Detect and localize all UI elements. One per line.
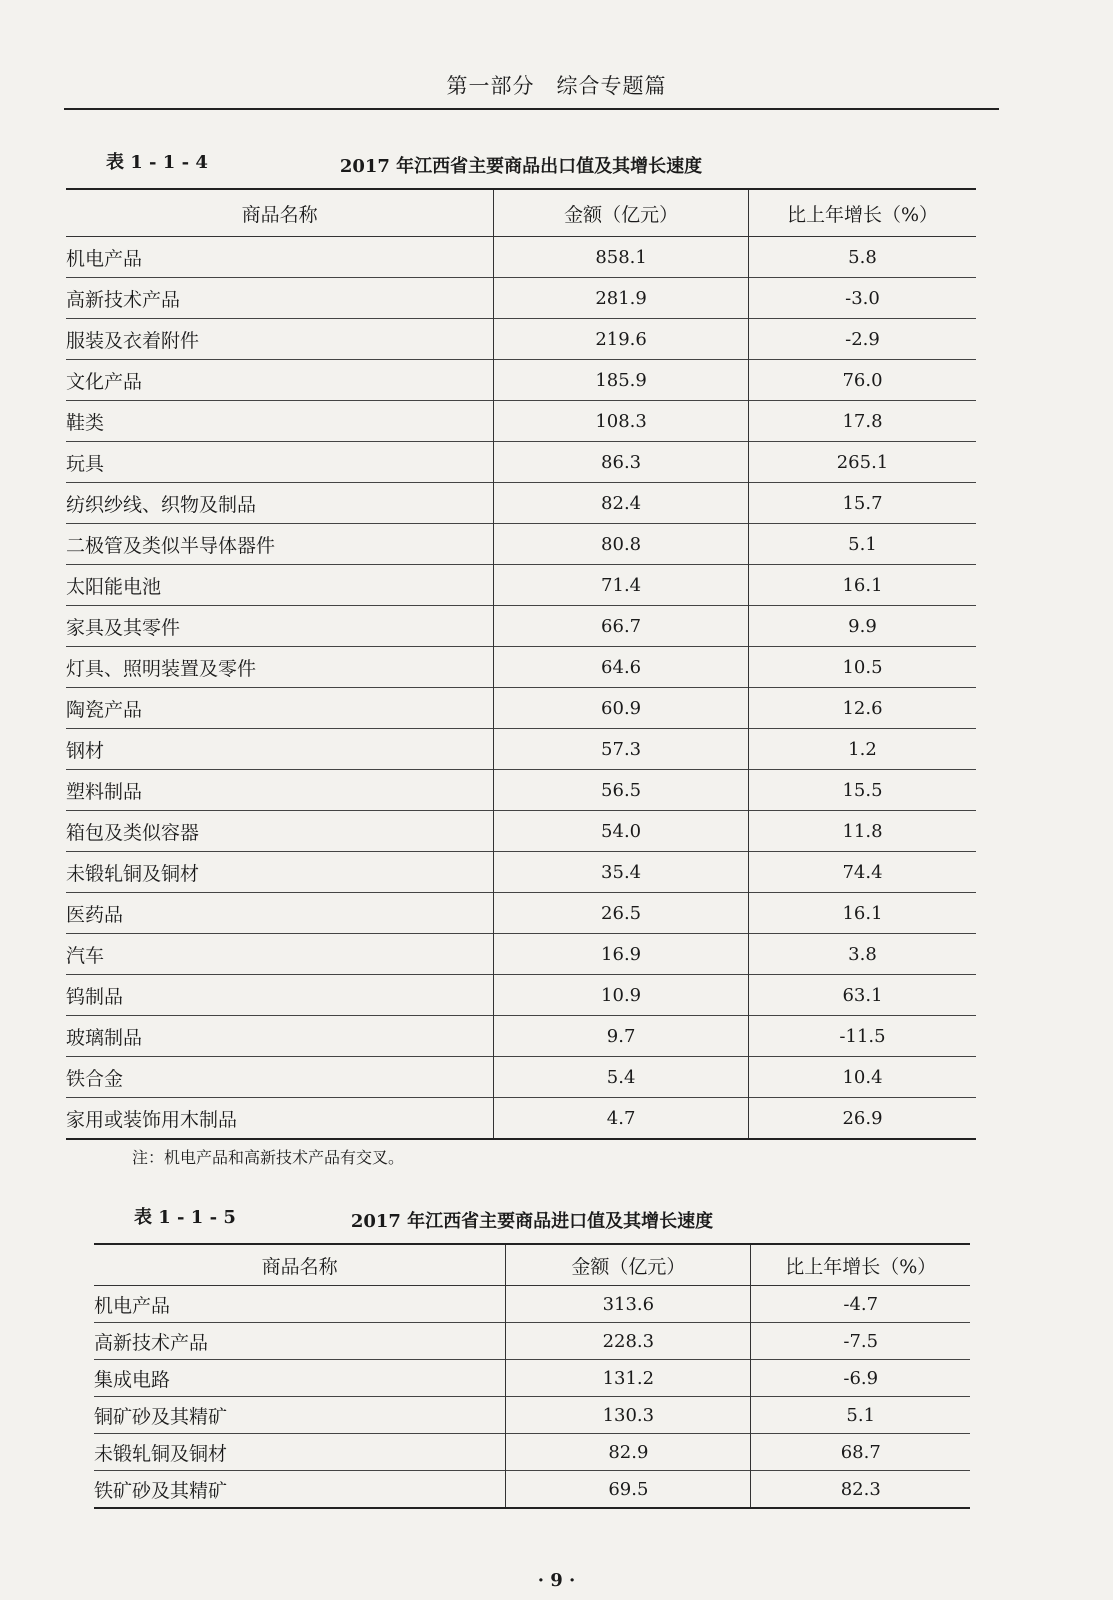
cell-amount: 26.5 [494,893,749,934]
cell-name: 箱包及类似容器 [66,811,494,852]
cell-amount: 82.4 [494,483,749,524]
cell-name: 纺织纱线、织物及制品 [66,483,494,524]
cell-name: 服装及衣着附件 [66,319,494,360]
export-table-title: 2017 年江西省主要商品出口值及其增长速度 [339,156,703,177]
cell-growth: 265.1 [748,442,976,483]
cell-amount: 71.4 [494,565,749,606]
cell-amount: 219.6 [494,319,749,360]
table-row [66,319,976,360]
cell-growth: 12.6 [748,688,976,729]
cell-name: 集成电路 [94,1360,506,1397]
table-row [94,1397,970,1434]
col-header-growth: 比上年增长（%） [751,1244,970,1286]
cell-amount: 86.3 [494,442,749,483]
running-head: 第一部分 综合专题篇 [446,74,667,98]
col-header-amount: 金额（亿元） [506,1244,751,1286]
cell-name: 钨制品 [66,975,494,1016]
cell-amount: 228.3 [506,1323,751,1360]
cell-amount: 10.9 [494,975,749,1016]
col-header-growth: 比上年增长（%） [748,189,976,237]
cell-growth: 15.7 [748,483,976,524]
table-row [94,1323,970,1360]
cell-name: 铜矿砂及其精矿 [94,1397,506,1434]
cell-name: 铁矿砂及其精矿 [94,1471,506,1509]
export-table-block [66,148,976,1140]
cell-amount: 56.5 [494,770,749,811]
table-row [66,688,976,729]
cell-amount: 54.0 [494,811,749,852]
cell-amount: 130.3 [506,1397,751,1434]
cell-name: 玻璃制品 [66,1016,494,1057]
cell-name: 鞋类 [66,401,494,442]
table-row [66,483,976,524]
cell-growth: 9.9 [748,606,976,647]
cell-growth: -4.7 [751,1286,970,1323]
table-row [66,442,976,483]
cell-name: 灯具、照明装置及零件 [66,647,494,688]
table-row [66,770,976,811]
col-header-name: 商品名称 [94,1244,506,1286]
import-table-header-row [94,1244,970,1286]
export-table-body [66,237,976,1140]
cell-growth: -6.9 [751,1360,970,1397]
cell-growth: 76.0 [748,360,976,401]
table-row [66,401,976,442]
table-row [94,1471,970,1509]
cell-growth: -7.5 [751,1323,970,1360]
import-table-title: 2017 年江西省主要商品进口值及其增长速度 [350,1211,714,1232]
cell-amount: 64.6 [494,647,749,688]
cell-name: 家用或装饰用木制品 [66,1098,494,1140]
import-table-block [94,1203,970,1509]
cell-growth: 15.5 [748,770,976,811]
export-table-number: 表 1 - 1 - 4 [106,152,208,173]
cell-name: 陶瓷产品 [66,688,494,729]
cell-growth: -11.5 [748,1016,976,1057]
cell-growth: 5.1 [748,524,976,565]
cell-growth: 17.8 [748,401,976,442]
cell-growth: 68.7 [751,1434,970,1471]
import-table-number: 表 1 - 1 - 5 [134,1207,236,1228]
page-number: · 9 · [537,1570,576,1591]
table-row [66,565,976,606]
cell-amount: 281.9 [494,278,749,319]
table-row [66,729,976,770]
cell-growth: 5.1 [751,1397,970,1434]
table-row [66,1016,976,1057]
table-row [94,1360,970,1397]
cell-growth: 10.4 [748,1057,976,1098]
cell-growth: 5.8 [748,237,976,278]
table-note: 注：机电产品和高新技术产品有交叉。 [132,1148,405,1167]
table-row [66,524,976,565]
cell-name: 太阳能电池 [66,565,494,606]
cell-amount: 80.8 [494,524,749,565]
cell-name: 塑料制品 [66,770,494,811]
cell-amount: 57.3 [494,729,749,770]
cell-amount: 185.9 [494,360,749,401]
table-row [66,934,976,975]
cell-amount: 35.4 [494,852,749,893]
cell-name: 家具及其零件 [66,606,494,647]
cell-growth: 16.1 [748,893,976,934]
cell-name: 玩具 [66,442,494,483]
cell-amount: 4.7 [494,1098,749,1140]
cell-name: 机电产品 [94,1286,506,1323]
cell-amount: 60.9 [494,688,749,729]
cell-amount: 313.6 [506,1286,751,1323]
table-row [66,237,976,278]
cell-growth: 10.5 [748,647,976,688]
cell-name: 文化产品 [66,360,494,401]
cell-growth: 26.9 [748,1098,976,1140]
table-row [66,975,976,1016]
cell-name: 高新技术产品 [94,1323,506,1360]
col-header-amount: 金额（亿元） [494,189,749,237]
table-row [66,811,976,852]
table-row [66,278,976,319]
header-rule [64,108,999,110]
cell-name: 医药品 [66,893,494,934]
cell-amount: 5.4 [494,1057,749,1098]
cell-growth: 1.2 [748,729,976,770]
cell-name: 铁合金 [66,1057,494,1098]
cell-name: 钢材 [66,729,494,770]
import-table-body [94,1286,970,1509]
import-table [94,1243,970,1509]
cell-name: 未锻轧铜及铜材 [94,1434,506,1471]
export-table-header-row [66,189,976,237]
table-row [66,647,976,688]
import-table-heading [94,1203,970,1243]
table-row [66,852,976,893]
table-row [66,360,976,401]
table-row [94,1286,970,1323]
cell-amount: 131.2 [506,1360,751,1397]
export-table-heading [66,148,976,188]
table-row [66,606,976,647]
cell-name: 汽车 [66,934,494,975]
cell-growth: 74.4 [748,852,976,893]
cell-growth: 3.8 [748,934,976,975]
cell-growth: -2.9 [748,319,976,360]
cell-growth: 11.8 [748,811,976,852]
table-row [66,1098,976,1140]
cell-growth: -3.0 [748,278,976,319]
cell-amount: 82.9 [506,1434,751,1471]
cell-amount: 108.3 [494,401,749,442]
cell-name: 二极管及类似半导体器件 [66,524,494,565]
cell-name: 机电产品 [66,237,494,278]
cell-name: 高新技术产品 [66,278,494,319]
cell-growth: 16.1 [748,565,976,606]
table-row [94,1434,970,1471]
cell-name: 未锻轧铜及铜材 [66,852,494,893]
export-table [66,188,976,1140]
cell-amount: 9.7 [494,1016,749,1057]
cell-growth: 82.3 [751,1471,970,1509]
cell-amount: 16.9 [494,934,749,975]
col-header-name: 商品名称 [66,189,494,237]
table-row [66,1057,976,1098]
cell-growth: 63.1 [748,975,976,1016]
cell-amount: 858.1 [494,237,749,278]
table-row [66,893,976,934]
cell-amount: 66.7 [494,606,749,647]
cell-amount: 69.5 [506,1471,751,1509]
